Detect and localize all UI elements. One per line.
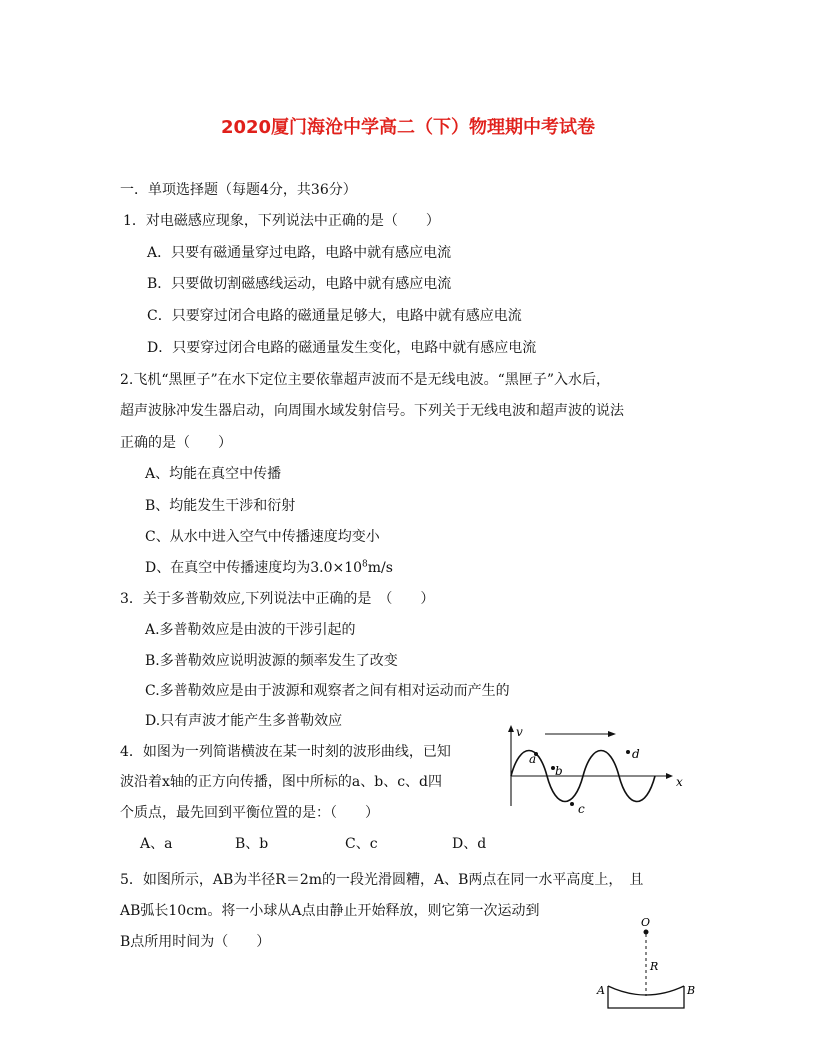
point-d-label: d [632,747,640,761]
q2-option-d-unit: m/s [367,560,393,576]
q2-option-c: C、从水中进入空气中传播速度均变小 [145,529,380,545]
q4-stem-line3: 个质点，最先回到平衡位置的是：（ ） [120,805,379,821]
q2-option-d-text: D、在真空中传播速度均为3.0×10 [145,560,363,576]
point-c-label: c [578,802,585,816]
q4-stem-line1: 4．如图为一列简谐横波在某一时刻的波形曲线，已知 [120,744,451,760]
y-axis-arrow [508,725,514,732]
page-title: 2020厦门海沧中学高二（下）物理期中考试卷 [220,117,596,138]
q5-stem-line1: 5．如图所示，AB为半径R＝2m的一段光滑圆糟，A、B两点在同一水平高度上， 且 [120,872,644,888]
x-axis-arrow [666,773,673,779]
q1-option-c: C．只要穿过闭合电路的磁通量足够大，电路中就有感应电流 [147,308,522,324]
q1-option-b: B．只要做切割磁感线运动，电路中就有感应电流 [147,276,452,292]
q2-option-b: B、均能发生干涉和衍射 [145,498,296,514]
point-b-label: B [687,984,696,997]
center-point [644,930,649,935]
q2-option-d-exponent: 8 [362,559,368,570]
point-b-label: b [555,764,563,778]
propagation-arrow-head [608,731,616,737]
q3-stem: 3．关于多普勒效应,下列说法中正确的是 （ ） [120,591,435,607]
q5-stem-line3: B点所用时间为（ ） [120,934,271,950]
point-c [570,802,574,806]
q1-option-d: D．只要穿过闭合电路的磁通量发生变化，电路中就有感应电流 [147,340,537,356]
q3-option-a: A.多普勒效应是由波的干涉引起的 [145,622,356,638]
q2-stem-line1: 2.飞机“黑匣子”在水下定位主要依靠超声波而不是无线电波。“黑匣子”入水后， [120,372,610,388]
q2-option-d [145,558,393,578]
point-d [626,750,630,754]
point-a-label: a [529,752,537,766]
q4-wave-figure [500,722,700,818]
radius-label: R [650,960,659,973]
q2-option-a: A、均能在真空中传播 [145,466,282,482]
q4-option-c: C、c [345,836,378,852]
section-heading: 一．单项选择题（每题4分，共36分） [120,182,357,198]
q3-option-c: C.多普勒效应是由于波源和观察者之间有相对运动而产生的 [145,683,510,699]
q1-stem: 1．对电磁感应现象，下列说法中正确的是（ ） [123,213,440,229]
q4-option-b: B、b [235,836,269,852]
q5-stem-line2: AB弧长10cm。将一小球从A点由静止开始释放，则它第一次运动到 [120,903,540,919]
q4-option-d: D、d [452,836,487,852]
q3-option-d: D.只有声波才能产生多普勒效应 [145,713,343,729]
point-a-label: A [597,984,605,997]
q2-stem-line3: 正确的是（ ） [120,435,232,451]
x-axis-label: x [676,775,683,789]
q3-option-b: B.多普勒效应说明波源的频率发生了改变 [145,653,398,669]
q4-option-a: A、a [140,836,173,852]
q5-groove-figure [590,912,710,1020]
q2-stem-line2: 超声波脉冲发生器启动，向周围水域发射信号。下列关于无线电波和超声波的说法 [120,403,624,419]
q4-stem-line2: 波沿着x轴的正方向传播，图中所标的a、b、c、d四 [120,774,443,790]
center-label: O [641,916,651,929]
y-axis-label: v [516,725,523,739]
q1-option-a: A．只要有磁通量穿过电路，电路中就有感应电流 [147,245,452,261]
